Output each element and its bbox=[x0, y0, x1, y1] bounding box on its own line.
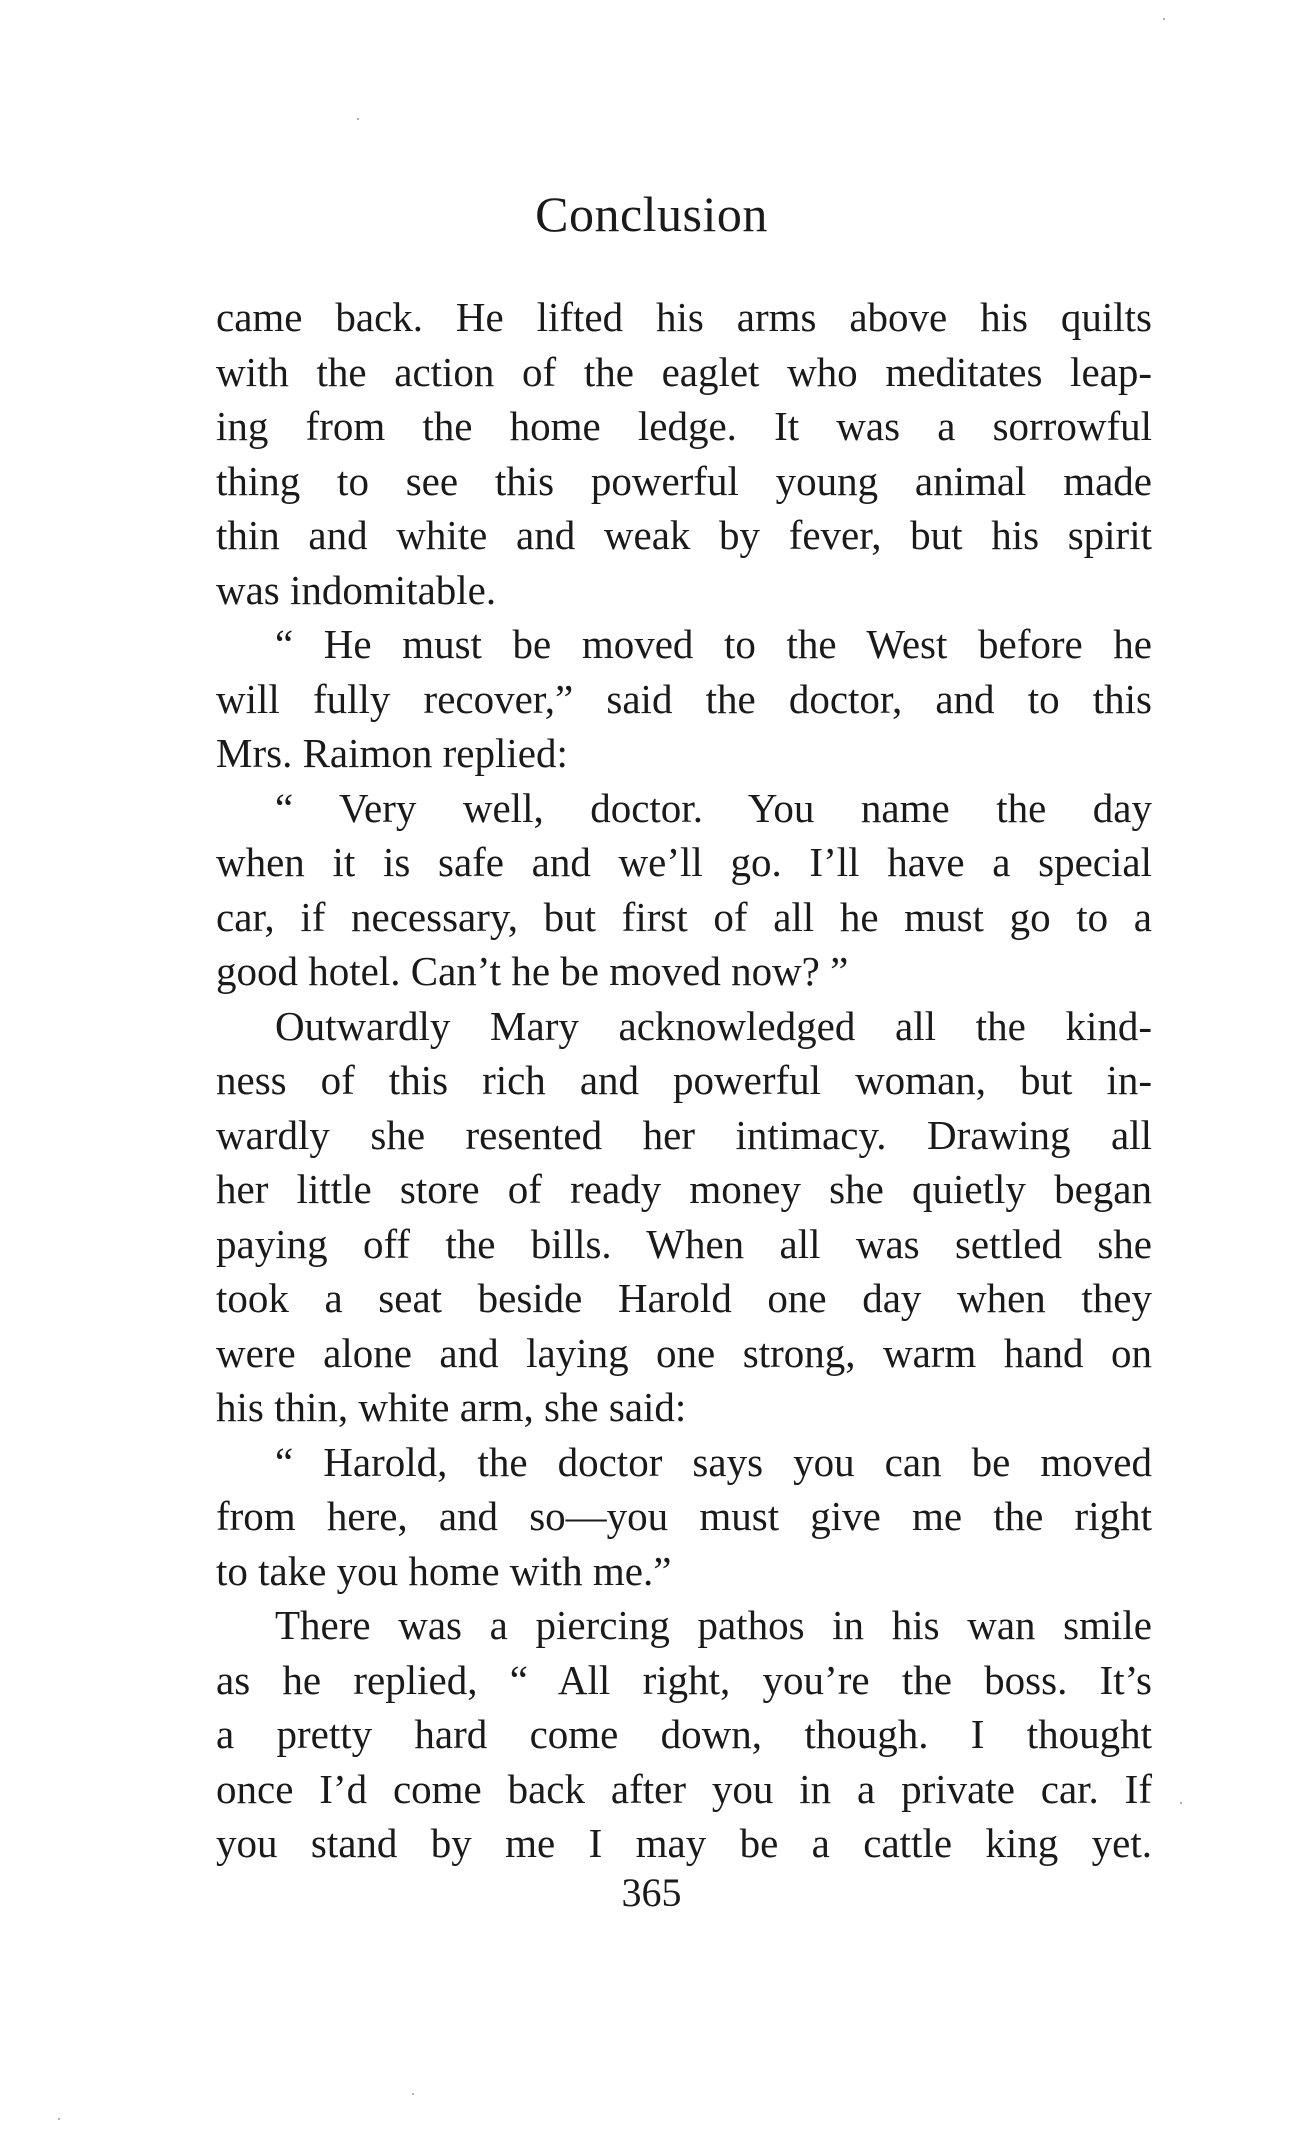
text-line: when it is safe and we’ll go. I’ll have a special bbox=[216, 839, 1152, 885]
text-line: were alone and laying one strong, warm hand on bbox=[216, 1329, 1152, 1376]
text-line: There was a piercing pathos in his wan smile bbox=[275, 1602, 1152, 1648]
text-line: his thin, white arm, she said: bbox=[216, 1384, 687, 1430]
text-line: once I’d come back after you in a private car. If bbox=[216, 1765, 1152, 1812]
text-line: wardly she resented her intimacy. Drawing all bbox=[216, 1111, 1152, 1158]
text-line: from here, and so—you must give me the right bbox=[216, 1493, 1152, 1539]
text-line: thin and white and weak by fever, but his spirit bbox=[216, 512, 1152, 558]
page-number: 365 bbox=[621, 1870, 682, 1915]
text-line: ness of this rich and powerful woman, but in- bbox=[216, 1057, 1152, 1103]
scan-speck bbox=[357, 118, 359, 120]
text-line: good hotel. Can’t he be moved now? ” bbox=[216, 948, 849, 994]
scan-speck bbox=[1163, 18, 1165, 20]
text-line: as he replied, “ All right, you’re the boss. It’s bbox=[216, 1656, 1152, 1703]
text-line: was indomitable. bbox=[216, 566, 497, 613]
text-line: “ Harold, the doctor says you can be moved bbox=[275, 1438, 1152, 1485]
scan-speck bbox=[412, 2093, 414, 2095]
text-line: took a seat beside Harold one day when they bbox=[216, 1275, 1152, 1321]
text-line: to take you home with me.” bbox=[216, 1547, 672, 1594]
text-line: Outwardly Mary acknowledged all the kind- bbox=[275, 1002, 1152, 1049]
scan-speck bbox=[58, 2118, 60, 2120]
text-line: paying off the bills. When all was settled she bbox=[216, 1220, 1152, 1267]
text-line: “ He must be moved to the West before he bbox=[275, 621, 1152, 667]
text-line: you stand by me I may be a cattle king yet. bbox=[216, 1820, 1152, 1866]
body-text bbox=[216, 290, 1152, 1871]
text-line: “ Very well, doctor. You name the day bbox=[275, 784, 1152, 831]
scan-speck bbox=[1180, 1802, 1182, 1804]
text-line: her little store of ready money she quietly began bbox=[216, 1166, 1152, 1212]
text-line: with the action of the eaglet who meditates leap- bbox=[216, 348, 1152, 395]
text-line: car, if necessary, but first of all he must go to a bbox=[216, 893, 1152, 940]
text-line: Mrs. Raimon replied: bbox=[216, 730, 568, 776]
text-line: a pretty hard come down, though. I thought bbox=[216, 1711, 1152, 1757]
text-line: will fully recover,” said the doctor, and to this bbox=[216, 675, 1152, 722]
running-head: Conclusion bbox=[535, 186, 768, 242]
text-line: ing from the home ledge. It was a sorrowful bbox=[216, 403, 1152, 449]
text-line: came back. He lifted his arms above his quilts bbox=[216, 294, 1152, 340]
text-line: thing to see this powerful young animal made bbox=[216, 457, 1152, 504]
